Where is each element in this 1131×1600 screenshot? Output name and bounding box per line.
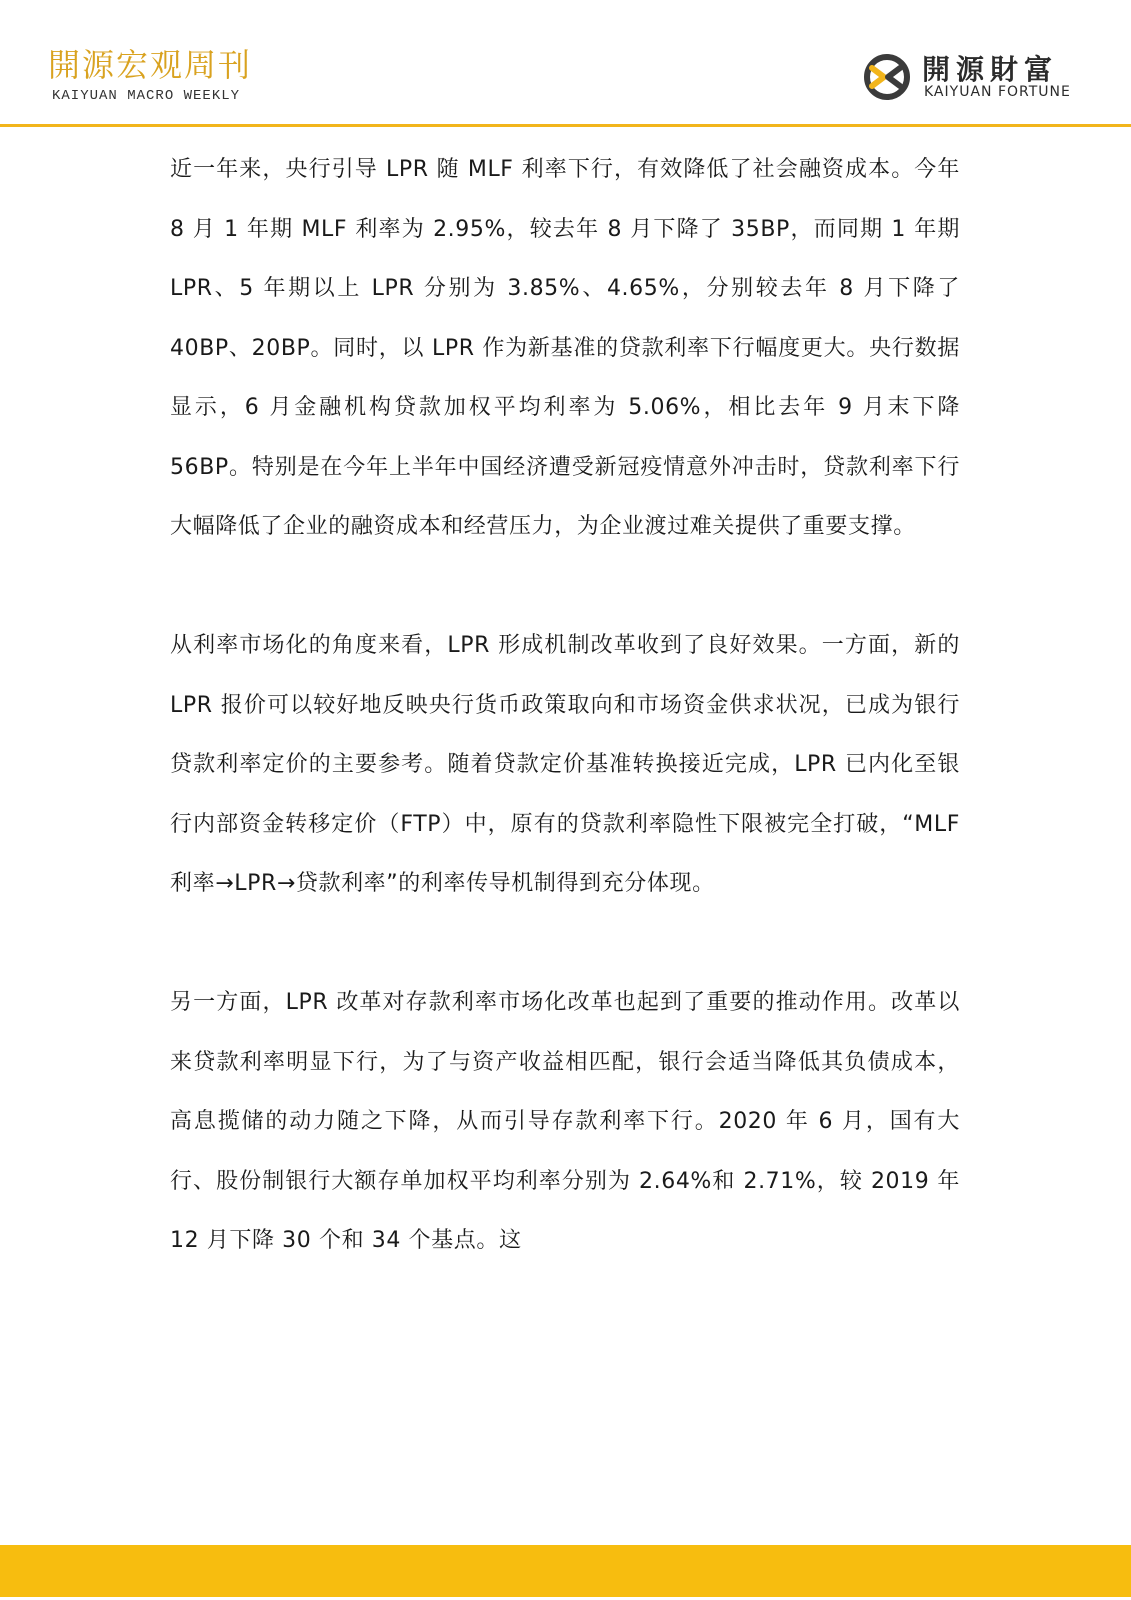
header-divider xyxy=(0,124,1131,127)
paragraph-spacer xyxy=(170,914,960,974)
paragraph-rate-marketization: 从利率市场化的角度来看，LPR 形成机制改革收到了良好效果。一方面，新的 LPR 报价可以较好地反映央行货币政策取向和市场资金供求状况，已成为银行贷款利率定价的主要参考。随着贷款定价基准转换接近完成，LPR 已内化至银行内部资金转移定价（FTP）中，原有的贷款利率隐性下限被完全打破，“MLF 利率→LPR→贷款利率”的利率传导机制得到充分体现。 xyxy=(170,633,960,896)
logo-text-cn: 開源財富 xyxy=(922,53,1059,86)
article-body xyxy=(170,140,960,1271)
kaiyuan-fortune-logo xyxy=(862,46,1102,106)
paragraph-lpr-mlf: 近一年来，央行引导 LPR 随 MLF 利率下行，有效降低了社会融资成本。今年 8 月 1 年期 MLF 利率为 2.95%，较去年 8 月下降了 35BP，而同期 1 年期 LPR、5 年期以上 LPR 分别为 3.85%、4.65%，分别较去年 8 月下降了 40BP、20BP。同时，以 LPR 作为新基准的贷款利率下行幅度更大。央行数据显示，6 月金融机构贷款加权平均利率为 5.06%，相比去年 9 月末下降 56BP。特别是在今年上半年中国经济遭受新冠疫情意外冲击时，贷款利率下行大幅降低了企业的融资成本和经营压力，为企业渡过难关提供了重要支撑。 xyxy=(170,157,960,539)
footer-band xyxy=(0,1545,1131,1597)
paragraph-spacer xyxy=(170,557,960,617)
logo-text-en: KAIYUAN FORTUNE xyxy=(924,84,1071,100)
publication-title: 開源宏观周刊 xyxy=(48,46,253,84)
page-header xyxy=(0,0,1131,128)
publication-subtitle: KAIYUAN MACRO WEEKLY xyxy=(52,88,241,104)
paragraph-deposit-rate: 另一方面，LPR 改革对存款利率市场化改革也起到了重要的推动作用。改革以来贷款利率明显下行，为了与资产收益相匹配，银行会适当降低其负债成本，高息揽储的动力随之下降，从而引导存款利率下行。2020 年 6 月，国有大行、股份制银行大额存单加权平均利率分别为 2.64%和 2.71%，较 2019 年 12 月下降 30 个和 34 个基点。这 xyxy=(170,990,960,1253)
kaiyuan-logo-icon xyxy=(862,52,912,102)
